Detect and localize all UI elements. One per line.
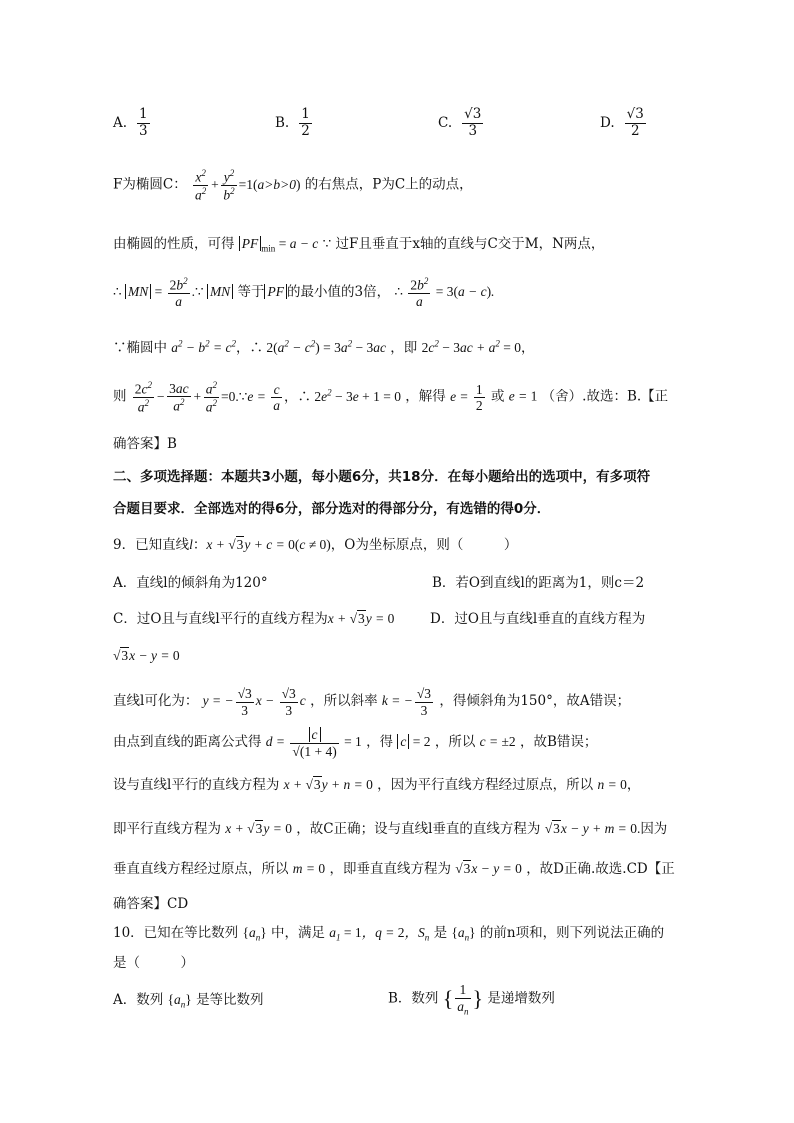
solution-line: 则 $\frac{2c^2}{a^2}$ − $\frac{3ac}{a^2}$ + $\frac{a^2}{a^2}$ =0.∵e = $\frac{c}{a}$ ，∴ $2e^2 - 3e + 1 = 0$ ，解得 e = $\frac{1}{2}$ 或 e = 1 （舍）.故选：B.【正 xyxy=(113,380,669,415)
solution-line: 垂直直线方程经过原点，所以 m = 0 ，即垂直直线方程为 √3x − y = 0 ，故D正确.故选.CD【正 xyxy=(113,861,675,877)
option-denominator: 3 xyxy=(468,122,478,139)
option-label: C. xyxy=(438,115,453,132)
question-9-option-d-cont: √3x − y = 0 xyxy=(113,648,180,663)
option-numerator: 1 xyxy=(139,106,148,122)
option-denominator: 2 xyxy=(630,122,640,139)
option-denominator: 2 xyxy=(301,122,310,139)
option-b xyxy=(275,107,314,139)
solution-line: 直线l可化为： y = − $\frac{√3}{3}$ x − $\frac{√3}{3}$ c ，所以斜率 k = − $\frac{√3}{3}$ ，得倾斜角为150°，故A错误； xyxy=(113,686,631,718)
option-numerator: √3 xyxy=(626,106,644,122)
option-label: B. xyxy=(275,115,290,132)
section-title: 二、多项选择题：本题共3小题，每小题6分，共18分．在每小题给出的选项中，有多项符 xyxy=(113,469,651,485)
solution-line: 由点到直线的距离公式得 d = $\frac{c}{√(1 + 4)}$ = 1 ，得 c = 2 ，所以 c = ±2 ，故B错误； xyxy=(113,727,598,759)
option-numerator: √3 xyxy=(464,106,482,122)
question-10-option-a: A．数列 $\{a_n\}$ 是等比数列 xyxy=(113,992,264,1010)
question-10-stem-cont: 是（ ） xyxy=(113,955,194,971)
solution-line: 设与直线l平行的直线方程为 x + √3y + n = 0 ，因为平行直线方程经过原点，所以 n = 0， xyxy=(113,777,641,793)
solution-line: 由椭圆的性质，可得 PF $_{min}$ = a − c ∵ 过F且垂直于x轴的直线与C交于M，N两点， xyxy=(113,236,605,254)
question-9-option-b: B．若O到直线l的距离为1，则c＝2 xyxy=(432,575,645,591)
solution-line: ∵椭圆中 $a^2 - b^2 = c^2$，∴ $2(a^2 - c^2) = 3a^2 - 3ac$ ，即 $2c^2 - 3ac + a^2 = 0$， xyxy=(113,338,535,356)
option-label: A. xyxy=(113,115,128,132)
option-d xyxy=(600,107,648,139)
option-label: D. xyxy=(600,115,615,132)
question-9-option-a: A．直线l的倾斜角为120° xyxy=(113,575,268,591)
option-c xyxy=(438,107,485,139)
question-10-option-b: B．数列 { $\frac{1}{a_n}$ } 是递增数列 xyxy=(388,982,555,1017)
solution-line: ∴ MN = $\frac{2b^2}{a}$ .∵ MN 等于 PF 的最小值的3倍， ∴ $\frac{2b^2}{a}$ = 3(a − c). xyxy=(113,276,495,310)
question-10-stem: 10．已知在等比数列 $\{a_n\}$ 中，满足 $a_1 = 1$，q = 2，$S_n$ 是 $\{a_n\}$ 的前n项和，则下列说法正确的 xyxy=(113,925,665,943)
question-9-option-d: D．过O且与直线l垂直的直线方程为 xyxy=(430,611,646,627)
option-a xyxy=(113,107,152,139)
section-instructions: 合题目要求．全部选对的得6分，部分选对的得部分分，有选错的得0分． xyxy=(113,501,551,517)
question-9-option-c: C．过O且与直线l平行的直线方程为x + √3y = 0 xyxy=(113,611,395,627)
answer-line: 确答案】B xyxy=(113,436,177,452)
option-numerator: 1 xyxy=(301,106,310,122)
solution-line: F为椭圆C： $\frac{x^2}{a^2}$ + $\frac{y^2}{b^2}$ =1(a>b>0) 的右焦点，P为C上的动点， xyxy=(113,168,473,203)
question-9-stem: 9．已知直线l：x + √3y + c = 0(c ≠ 0)，O为坐标原点，则（ ） xyxy=(113,537,518,553)
solution-line: 即平行直线方程为 x + √3y = 0 ，故C正确；设与直线l垂直的直线方程为 √3x − y + m = 0.因为 xyxy=(113,821,668,837)
answer-line: 确答案】CD xyxy=(113,896,189,912)
option-denominator: 3 xyxy=(139,122,148,139)
